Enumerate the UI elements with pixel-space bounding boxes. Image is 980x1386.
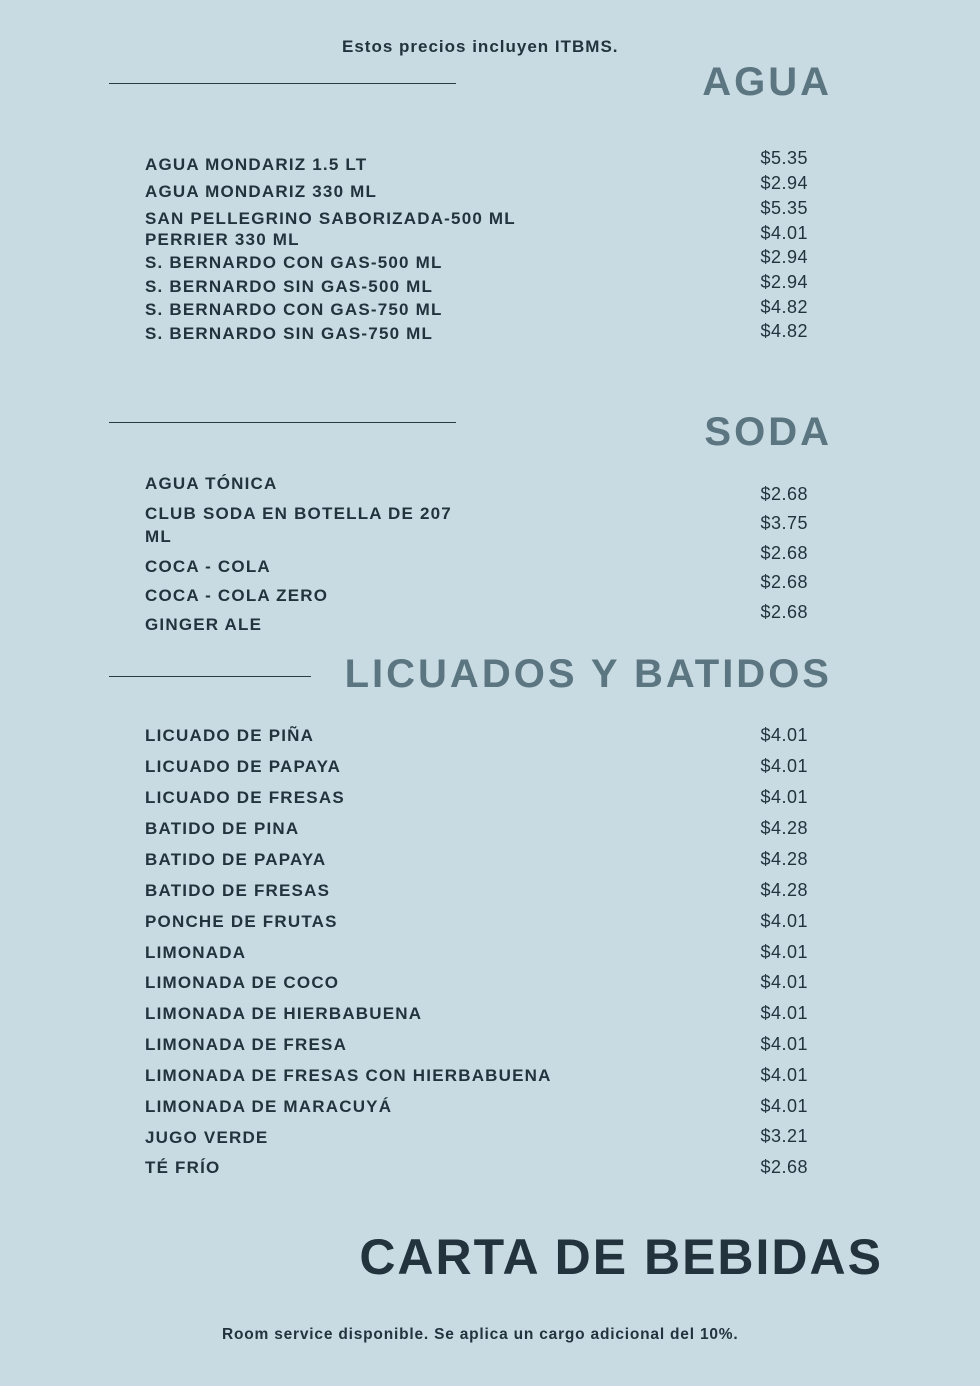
menu-item-name: PERRIER 330 ML [145, 230, 300, 249]
menu-item-name: LICUADO DE PIÑA [145, 726, 315, 745]
menu-item-name: COCA - COLA ZERO [145, 586, 329, 605]
menu-item-name: BATIDO DE PAPAYA [145, 850, 327, 869]
menu-item-name: BATIDO DE PINA [145, 819, 300, 838]
menu-item-price: $2.94 [760, 247, 808, 267]
menu-item-price: $2.94 [760, 272, 808, 292]
menu-item-price: $4.01 [760, 725, 808, 745]
menu-item-price: $3.21 [760, 1126, 808, 1146]
menu-item-price: $2.68 [760, 484, 808, 504]
menu-item-name: LIMONADA [145, 943, 247, 962]
menu-item-name: AGUA TÓNICA [145, 474, 278, 493]
menu-item-name: GINGER ALE [145, 615, 263, 634]
divider-licuados [109, 676, 311, 677]
menu-item-name: S. BERNARDO SIN GAS-750 ML [145, 324, 434, 343]
menu-item-name: LICUADO DE PAPAYA [145, 757, 342, 776]
menu-item-price: $4.01 [760, 972, 808, 992]
menu-item-name: COCA - COLA [145, 557, 271, 576]
menu-item-name: TÉ FRÍO [145, 1158, 221, 1177]
section-title-soda: SODA [704, 410, 832, 454]
menu-item-price: $4.01 [760, 942, 808, 962]
menu-item-price: $4.01 [760, 1096, 808, 1116]
menu-item-price: $4.01 [760, 1065, 808, 1085]
menu-item-name: AGUA MONDARIZ 1.5 LT [145, 155, 368, 174]
menu-item-price: $4.82 [760, 321, 808, 341]
menu-item-name: CLUB SODA EN BOTELLA DE 207 ML [145, 504, 452, 546]
menu-item-name: S. BERNARDO CON GAS-750 ML [145, 300, 443, 319]
menu-item-price: $4.01 [760, 223, 808, 243]
header-note: Estos precios incluyen ITBMS. [342, 37, 619, 56]
menu-item-name: LIMONADA DE FRESA [145, 1035, 348, 1054]
menu-item-price: $2.68 [760, 602, 808, 622]
menu-item-name: LIMONADA DE FRESAS CON HIERBABUENA [145, 1066, 552, 1085]
menu-item-name: S. BERNARDO CON GAS-500 ML [145, 253, 443, 272]
menu-item-name: AGUA MONDARIZ 330 ML [145, 182, 378, 201]
section-title-agua: AGUA [702, 60, 832, 104]
section-title-licuados: LICUADOS Y BATIDOS [344, 652, 832, 696]
menu-item-price: $4.28 [760, 849, 808, 869]
menu-item-name: LIMONADA DE COCO [145, 973, 340, 992]
menu-item-price: $2.68 [760, 572, 808, 592]
menu-item-price: $5.35 [760, 198, 808, 218]
menu-item-name: LIMONADA DE MARACUYÁ [145, 1097, 393, 1116]
menu-item-price: $4.28 [760, 818, 808, 838]
menu-item-price: $4.01 [760, 911, 808, 931]
menu-item-name: PONCHE DE FRUTAS [145, 912, 338, 931]
menu-item-price: $4.01 [760, 756, 808, 776]
menu-item-name: JUGO VERDE [145, 1128, 269, 1147]
menu-item-name: BATIDO DE FRESAS [145, 881, 331, 900]
footer-note: Room service disponible. Se aplica un cargo adicional del 10%. [222, 1326, 739, 1343]
menu-item-name: S. BERNARDO SIN GAS-500 ML [145, 277, 434, 296]
menu-item-price: $4.28 [760, 880, 808, 900]
menu-item-price: $4.82 [760, 297, 808, 317]
menu-item-price: $4.01 [760, 1003, 808, 1023]
menu-item-name: LIMONADA DE HIERBABUENA [145, 1004, 423, 1023]
menu-item-price: $4.01 [760, 1034, 808, 1054]
main-title: CARTA DE BEBIDAS [359, 1229, 883, 1285]
menu-item-price: $3.75 [760, 513, 808, 533]
menu-item-price: $4.01 [760, 787, 808, 807]
menu-item-price: $2.68 [760, 543, 808, 563]
menu-item-price: $2.94 [760, 173, 808, 193]
menu-item-price: $2.68 [760, 1157, 808, 1177]
menu-item-price: $5.35 [760, 148, 808, 168]
menu-item-name: LICUADO DE FRESAS [145, 788, 345, 807]
divider-soda [109, 422, 456, 423]
divider-agua [109, 83, 456, 84]
menu-item-name: SAN PELLEGRINO SABORIZADA-500 ML [145, 209, 516, 228]
